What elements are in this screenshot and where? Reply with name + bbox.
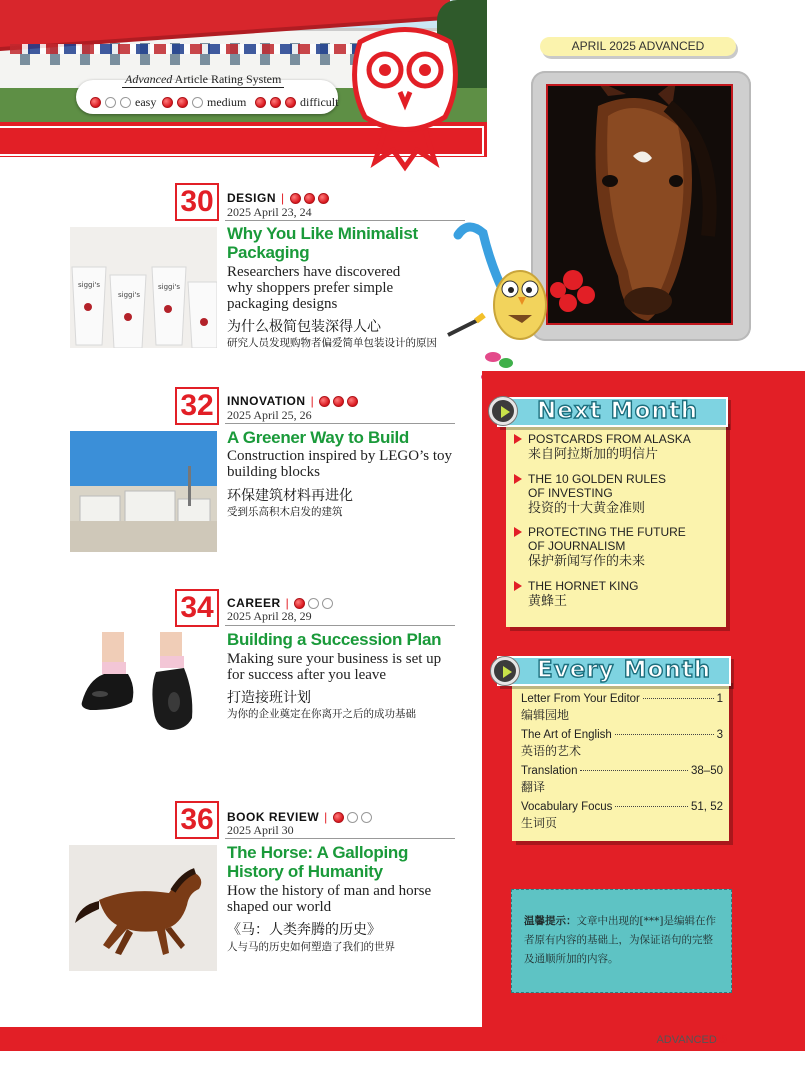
every-month-header [497, 656, 731, 686]
item-title: Vocabulary Focus [521, 801, 613, 813]
difficulty-dot-icon [270, 97, 281, 108]
difficulty-dot-icon [255, 97, 266, 108]
article-description: Making sure your business is set up for success after you leave [227, 651, 442, 683]
article-description-zh: 受到乐高积木启发的建筑 [227, 506, 343, 518]
difficulty-dot-icon [318, 193, 329, 204]
next-month-item[interactable] [514, 472, 684, 516]
article-description-zh: 研究人员发现购物者偏爱简单包装设计的原因 [227, 337, 437, 349]
item-title: Letter From Your Editor [521, 693, 640, 705]
bullet-triangle-icon [514, 581, 522, 591]
article-title-zh: 为什么极简包装深得人心 [227, 319, 381, 335]
galloping-horse-photo [69, 845, 217, 971]
every-month-item[interactable] [521, 693, 723, 723]
next-month-item[interactable] [514, 579, 638, 609]
category-label: INNOVATION [227, 394, 306, 408]
item-title-zh: 保护新闻写作的未来 [528, 554, 646, 569]
divider [225, 625, 455, 626]
item-title: THE 10 GOLDEN RULES OF INVESTING [528, 472, 667, 500]
difficulty-dot-icon [162, 97, 173, 108]
cartoon-owl-balloon-icon [438, 215, 598, 385]
block-construction-photo [70, 431, 217, 552]
article-page-number[interactable]: 32 [175, 387, 219, 425]
article-date: 2025 April 28, 29 [227, 609, 312, 623]
divider [225, 220, 465, 221]
bullet-triangle-icon [514, 474, 522, 484]
item-title: Translation [521, 765, 578, 777]
difficulty-dot-icon [308, 598, 319, 609]
divider [225, 423, 455, 424]
separator: | [324, 810, 328, 824]
bullet-triangle-icon [514, 434, 522, 444]
article-description: How the history of man and horse shaped our world [227, 883, 432, 915]
section-heading: Next Month [537, 398, 699, 424]
article-title[interactable]: The Horse: A Galloping History of Humanity [227, 843, 409, 881]
difficulty-dot-icon [105, 97, 116, 108]
item-title: The Art of English [521, 729, 612, 741]
item-title-zh: 编辑园地 [521, 708, 570, 722]
difficulty-dot-icon [333, 396, 344, 407]
shoes-photo [80, 632, 210, 732]
article-title-zh: 《马：人类奔腾的历史》 [227, 922, 381, 938]
category-label: CAREER [227, 596, 281, 610]
rating-title-rest: Article Rating System [174, 72, 282, 86]
svg-text:siggi's: siggi's [118, 291, 140, 299]
article-date: 2025 April 30 [227, 823, 294, 837]
notice-text: 文章中出现的[***]是编辑在作者原有内容的基础上，为保证语句的完整及通顺所加的内容。 [524, 915, 716, 965]
play-arrow-icon [491, 657, 519, 685]
separator: | [281, 191, 285, 205]
article-date: 2025 April 25, 26 [227, 408, 312, 422]
article-title-zh: 环保建筑材料再进化 [227, 488, 353, 504]
article-page-number[interactable]: 34 [175, 589, 219, 627]
footer-page: 5 [719, 1031, 727, 1046]
section-heading: Every Month [537, 657, 712, 683]
article-title-zh: 打造接班计划 [227, 690, 311, 706]
rating-label: difficult [300, 95, 339, 109]
play-arrow-icon [489, 397, 517, 425]
article-description: Construction inspired by LEGO’s toy building blocks [227, 448, 452, 480]
article-category [227, 596, 333, 610]
item-page: 1 [716, 693, 723, 705]
every-month-box [512, 679, 729, 841]
item-page: 3 [716, 729, 723, 741]
rating-title-italic: Advanced [125, 72, 173, 86]
article-category [227, 394, 358, 408]
item-title-zh: 翻译 [521, 780, 546, 794]
difficulty-dot-icon [290, 193, 301, 204]
item-title: THE HORNET KING [528, 579, 639, 593]
difficulty-dot-icon [322, 598, 333, 609]
every-month-item[interactable] [521, 729, 723, 759]
every-month-item[interactable] [521, 801, 723, 831]
category-label: BOOK REVIEW [227, 810, 320, 824]
every-month-item[interactable] [521, 765, 723, 795]
category-label: DESIGN [227, 191, 277, 205]
difficulty-dot-icon [319, 396, 330, 407]
rating-easy [90, 95, 156, 110]
separator: | [285, 596, 290, 610]
notice-lead: 温馨提示： [524, 915, 577, 927]
article-category [227, 810, 372, 824]
rating-medium [162, 95, 246, 110]
difficulty-dot-icon [294, 598, 305, 609]
editor-notice [511, 889, 732, 993]
item-title-zh: 英语的艺术 [521, 744, 582, 758]
difficulty-dot-icon [347, 396, 358, 407]
item-title-zh: 黄蜂王 [528, 594, 568, 609]
rating-system-title [122, 72, 284, 88]
svg-text:siggi's: siggi's [158, 283, 180, 291]
difficulty-dot-icon [90, 97, 101, 108]
article-title[interactable]: Why You Like Minimalist Packaging [227, 224, 418, 262]
item-title-zh: 生词页 [521, 816, 558, 830]
difficulty-dot-icon [361, 812, 372, 823]
rating-label: medium [207, 95, 247, 109]
item-title: POSTCARDS FROM ALASKA [528, 432, 691, 446]
issue-label: APRIL 2025 ADVANCED [540, 37, 736, 56]
article-page-number[interactable]: 30 [175, 183, 219, 221]
article-category [227, 191, 329, 205]
article-description-zh: 人与马的历史如何塑造了我们的世界 [227, 941, 395, 953]
difficulty-dot-icon [177, 97, 188, 108]
item-title-zh: 投资的十大黄金准则 [528, 501, 646, 516]
svg-text:siggi's: siggi's [78, 281, 100, 289]
divider [225, 838, 455, 839]
next-month-item[interactable] [514, 525, 699, 569]
article-description-zh: 为你的企业奠定在你离开之后的成功基础 [227, 708, 416, 720]
rating-difficult [255, 95, 338, 110]
yogurt-packaging-photo [70, 227, 217, 348]
item-page: 51, 52 [691, 801, 723, 813]
difficulty-dot-icon [304, 193, 315, 204]
item-title: PROTECTING THE FUTURE OF JOURNALISM [528, 525, 686, 553]
difficulty-dot-icon [333, 812, 344, 823]
page-number [656, 1031, 727, 1046]
bullet-triangle-icon [514, 527, 522, 537]
next-month-box [506, 420, 726, 627]
article-title[interactable]: A Greener Way to Build [227, 428, 410, 447]
article-date: 2025 April 23, 24 [227, 205, 312, 219]
item-title-zh: 来自阿拉斯加的明信片 [528, 447, 659, 462]
difficulty-dot-icon [347, 812, 358, 823]
difficulty-dot-icon [192, 97, 203, 108]
article-title[interactable]: Building a Succession Plan [227, 630, 442, 649]
next-month-header [497, 397, 728, 427]
difficulty-dot-icon [285, 97, 296, 108]
article-page-number[interactable]: 36 [175, 801, 219, 839]
separator: | [310, 394, 315, 408]
footer-label: ADVANCED [656, 1034, 717, 1046]
article-description: Researchers have discovered why shoppers prefer simple packaging designs [227, 264, 401, 312]
item-page: 38–50 [691, 765, 723, 777]
difficulty-dot-icon [120, 97, 131, 108]
next-month-item[interactable] [514, 432, 691, 462]
rating-label: easy [135, 95, 157, 109]
owl-logo-icon [345, 22, 465, 172]
